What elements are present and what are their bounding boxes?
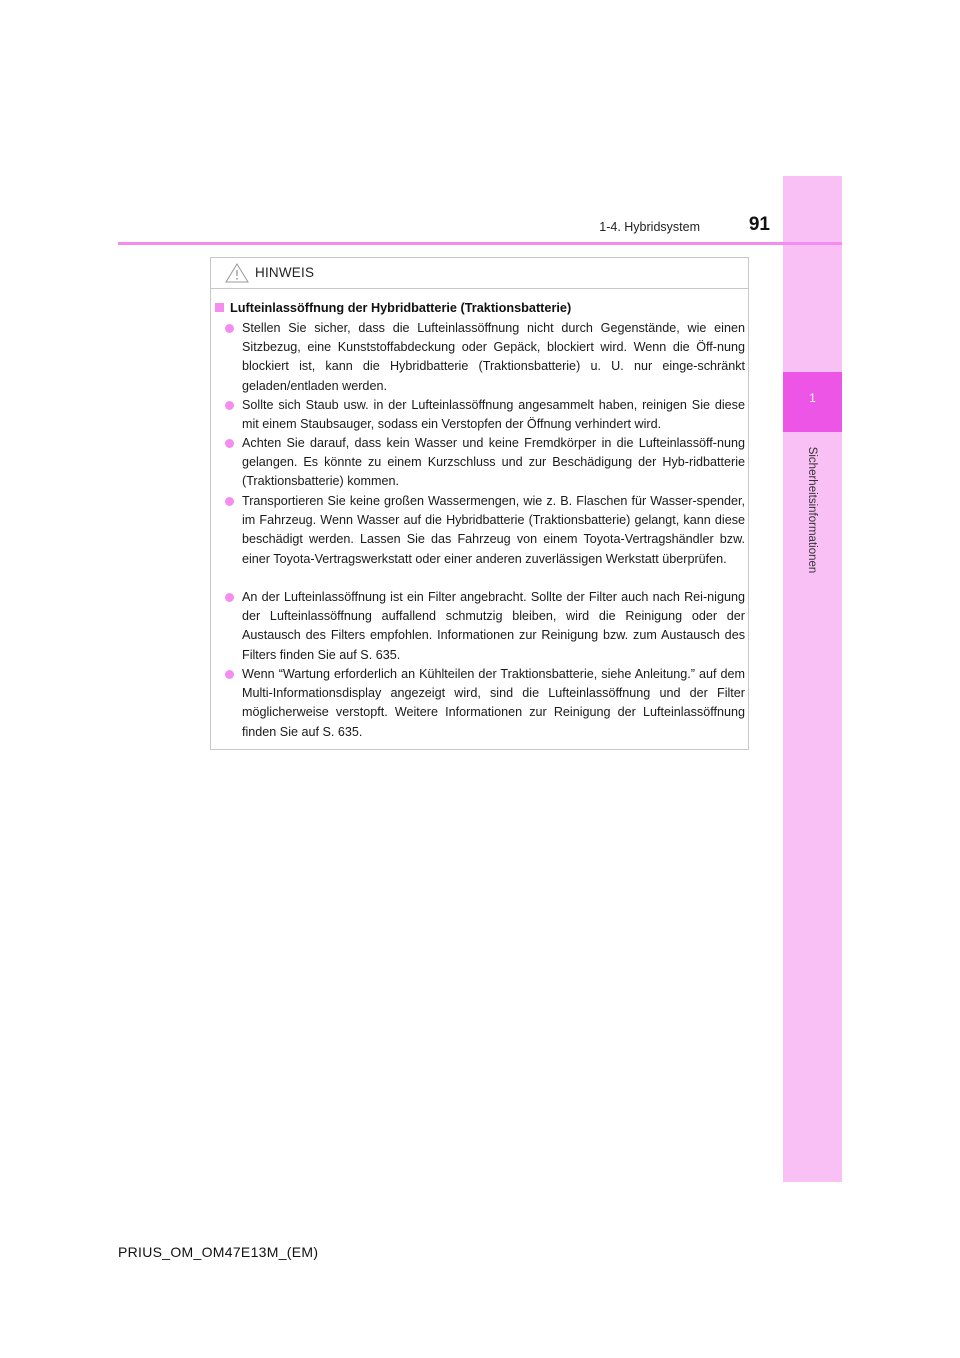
- list-item: [225, 434, 745, 492]
- bullet-dot-icon: [225, 439, 234, 448]
- notice-title: HINWEIS: [255, 265, 315, 280]
- bullet-dot-icon: [225, 593, 234, 602]
- list-item-text: Achten Sie darauf, dass kein Wasser und keine Fremdkörper in die Lufteinlassöff-nung gelangen. Es könnte zu einem Kurzschluss und zur Beschädigung der Hyb-ridbatterie (Traktionsbatterie) kommen.: [242, 436, 745, 489]
- chapter-tab-label: Sicherheitsinformationen: [806, 446, 818, 574]
- side-tab-strip: [783, 176, 842, 1182]
- list-item-text: Sollte sich Staub usw. in der Lufteinlassöffnung angesammelt haben, reinigen Sie diese mit einem Staubsauger, sodass ein Verstopfen der Öffnung verhindert wird.: [242, 398, 745, 432]
- bullet-dot-icon: [225, 670, 234, 679]
- chapter-tab-number: 1: [809, 391, 816, 405]
- document-footer: PRIUS_OM_OM47E13M_(EM): [118, 1244, 319, 1260]
- notice-box: [210, 257, 749, 750]
- bullet-dot-icon: [225, 324, 234, 333]
- list-item-text: Wenn “Wartung erforderlich an Kühlteilen der Traktionsbatterie, siehe Anleitung.” auf dem Multi-Informationsdisplay angezeigt wird, sind die Lufteinlassöffnung und der Filter möglicherweise verstopft. Weitere Informationen zur Reinigung der Lufteinlassöffnung finden Sie auf S. 635.: [242, 667, 745, 739]
- list-item-text: An der Lufteinlassöffnung ist ein Filter angebracht. Sollte der Filter auch nach Rei-nigung der Lufteinlassöffnung auffallend schmutzig bleiben, wird die Reinigung oder der Austausch des Filters empfohlen. Informationen zur Reinigung bzw. zum Austausch des Filters finden Sie auf S. 635.: [242, 590, 745, 662]
- bullet-dot-icon: [225, 497, 234, 506]
- bullet-dot-icon: [225, 401, 234, 410]
- square-bullet-icon: [215, 303, 224, 312]
- section-title: 1-4. Hybridsystem: [599, 220, 700, 234]
- list-item: [225, 492, 745, 569]
- notice-header: [211, 258, 748, 289]
- list-item-text: Stellen Sie sicher, dass die Lufteinlassöffnung nicht durch Gegenstände, wie einen Sitzbezug, eine Kunststoffabdeckung oder Gepäck, blockiert wird. Wenn die Öff-nung blockiert ist, kann die Hybridbatterie (Traktionsbatterie) u. U. nur einge-schränkt geladen/entladen werden.: [242, 321, 745, 393]
- header-divider: [118, 242, 842, 245]
- warning-icon: [225, 263, 249, 283]
- list-item-text: Transportieren Sie keine großen Wassermengen, wie z. B. Flaschen für Wasser-spender, im Fahrzeug. Wenn Wasser auf die Hybridbatterie (Traktionsbatterie) gelangt, kann diese beschädigt werden. Lassen Sie das Fahrzeug von einem Toyota-Vertragshändler bzw. einer Toyota-Vertragswerkstatt oder einer anderen zuverlässigen Werkstatt überprüfen.: [242, 494, 745, 566]
- notice-heading: [215, 301, 571, 315]
- list-item: [225, 588, 745, 665]
- list-item: [225, 319, 745, 396]
- page-number: 91: [748, 214, 770, 235]
- notice-heading-text: Lufteinlassöffnung der Hybridbatterie (Traktionsbatterie): [230, 301, 572, 315]
- list-item: [225, 665, 745, 742]
- list-item: [225, 396, 745, 434]
